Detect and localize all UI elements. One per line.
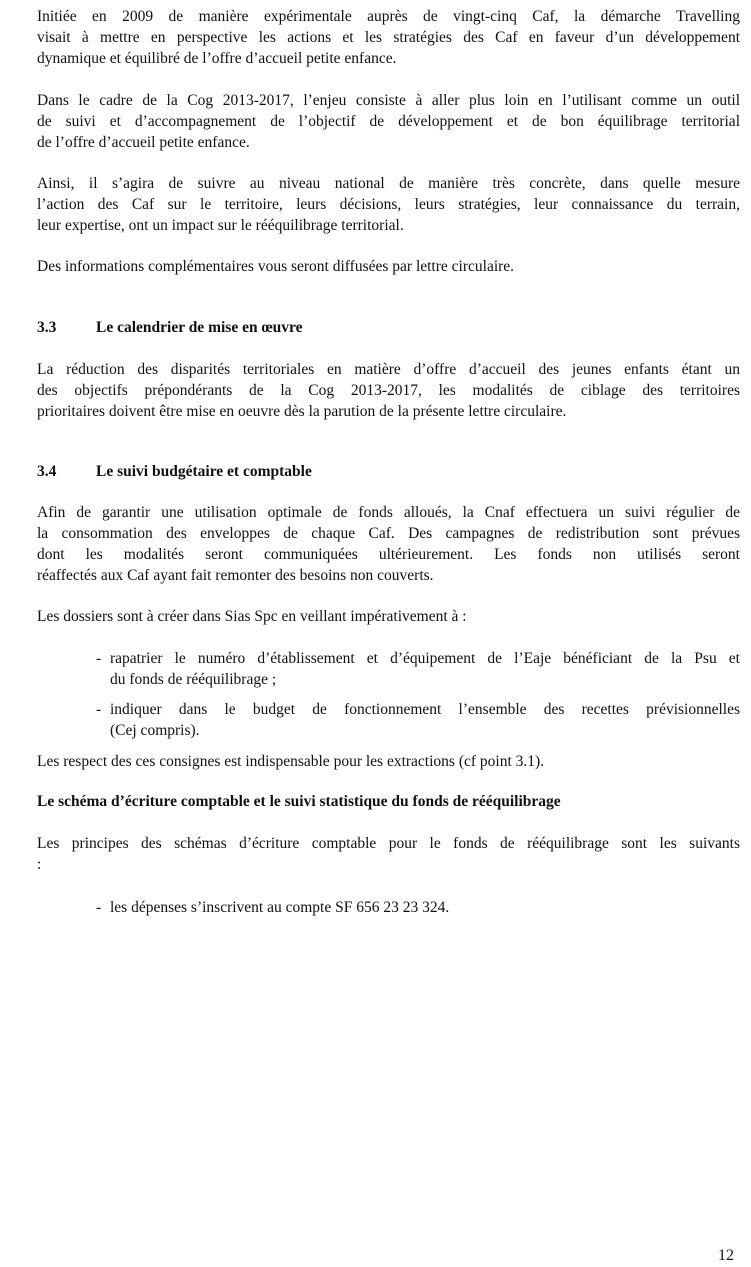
- section-title: Le calendrier de mise en œuvre: [96, 319, 303, 336]
- text-line: prioritaires doivent être mise en oeuvre dès la parution de la présente lettre circulaire.: [37, 403, 567, 420]
- text-line: Initiée en 2009 de manière expérimentale auprès de vingt-cinq Caf, la démarche Travelling: [37, 8, 740, 25]
- text-line: :: [37, 856, 42, 873]
- text-line: leur expertise, ont un impact sur le rééquilibrage territorial.: [37, 217, 404, 234]
- paragraph-respect: Les respect des ces consignes est indispensable pour les extractions (cf point 3.1).: [37, 753, 545, 770]
- section-title: Le suivi budgétaire et comptable: [96, 463, 312, 480]
- text-line: (Cej compris).: [110, 722, 200, 739]
- text-line: des objectifs prépondérants de la Cog 2013-2017, les modalités de ciblage des territoires: [37, 382, 740, 399]
- text-line: dont les modalités seront communiquées ultérieurement. Les fonds non utilisés seront: [37, 546, 740, 563]
- text-line: Les principes des schémas d’écriture comptable pour le fonds de rééquilibrage sont les suivants: [37, 835, 740, 852]
- text-line: rapatrier le numéro d’établissement et d’équipement de l’Eaje bénéficiant de la Psu et: [110, 650, 740, 667]
- text-line: Afin de garantir une utilisation optimale de fonds alloués, la Cnaf effectuera un suivi régulier de: [37, 504, 740, 521]
- text-line: les dépenses s’inscrivent au compte SF 656 23 23 324.: [110, 899, 450, 916]
- subheading-schema: Le schéma d’écriture comptable et le suivi statistique du fonds de rééquilibrage: [37, 793, 561, 810]
- paragraph-dossiers: Les dossiers sont à créer dans Sias Spc en veillant impérativement à :: [37, 608, 467, 625]
- section-number: 3.3: [37, 319, 57, 336]
- text-line: de suivi et d’accompagnement de l’objectif de développement et de bon équilibrage territorial: [37, 113, 740, 130]
- text-line: indiquer dans le budget de fonctionnement l’ensemble des recettes prévisionnelles: [110, 701, 740, 718]
- text-line: la consommation des enveloppes de chaque Caf. Des campagnes de redistribution sont prévues: [37, 525, 740, 542]
- text-line: visait à mettre en perspective les actions et les stratégies des Caf en faveur d’un développement: [37, 29, 740, 46]
- dash-marker: -: [96, 650, 102, 667]
- text-line: La réduction des disparités territoriales en matière d’offre d’accueil des jeunes enfants étant un: [37, 361, 740, 378]
- text-line: dynamique et équilibré de l’offre d’accueil petite enfance.: [37, 50, 397, 67]
- text-line: Dans le cadre de la Cog 2013-2017, l’enjeu consiste à aller plus loin en l’utilisant comme un outil: [37, 92, 740, 109]
- text-line: l’action des Caf sur le territoire, leurs décisions, leurs stratégies, leur connaissance du terrain,: [37, 196, 740, 213]
- text-line: de l’offre d’accueil petite enfance.: [37, 134, 250, 151]
- dash-marker: -: [96, 899, 102, 916]
- text-line: Ainsi, il s’agira de suivre au niveau national de manière très concrète, dans quelle mesure: [37, 175, 740, 192]
- text-line: réaffectés aux Caf ayant fait remonter des besoins non couverts.: [37, 567, 434, 584]
- paragraph-informations: Des informations complémentaires vous seront diffusées par lettre circulaire.: [37, 258, 515, 275]
- text-line: du fonds de rééquilibrage ;: [110, 671, 277, 688]
- page-number: 12: [718, 1247, 734, 1264]
- dash-marker: -: [96, 701, 102, 718]
- section-number: 3.4: [37, 463, 57, 480]
